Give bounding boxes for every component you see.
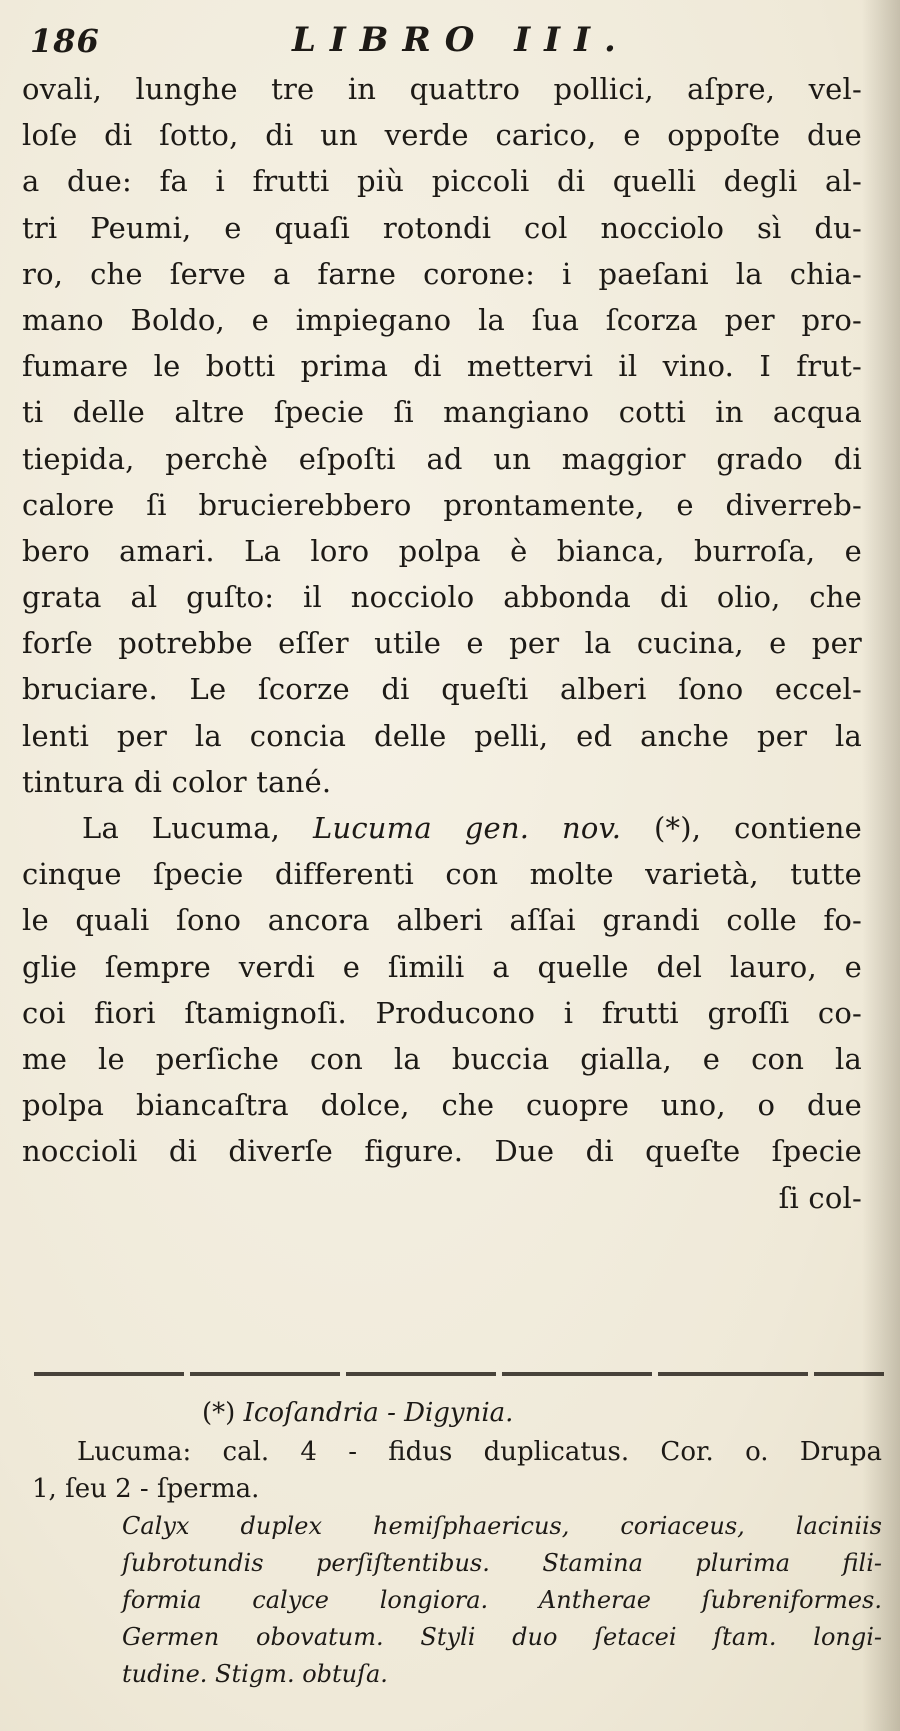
text-line: le quali ſono ancora alberi aſſai grandi colle fo- (22, 903, 862, 938)
text-line: polpa biancaſtra dolce, che cuopre uno, o due (22, 1088, 862, 1123)
text-line: coi fiori ſtamignoſi. Producono i frutti groſſi co- (22, 995, 862, 1030)
text-line: tiepida, perchè eſpoſti ad un maggior grado di (22, 441, 862, 476)
text-line: forſe potrebbe eſſer utile e per la cucina, e per (22, 626, 862, 661)
page-number: 186 (30, 22, 100, 60)
text-line: ovali, lunghe tre in quattro pollici, aſpre, vel- (22, 72, 862, 106)
text-line: loſe di ſotto, di un verde carico, e oppoſte due (22, 118, 862, 153)
text-line: tri Peumi, e quaſi rotondi col nocciolo sì du- (22, 210, 862, 245)
footnote-latin-line: tudine. Stigm. obtuſa. (122, 1660, 388, 1688)
genus-name-italic: Lucuma gen. nov. (313, 811, 622, 845)
footnote-line: 1, ſeu 2 - ſperma. (32, 1474, 260, 1504)
text-line: fumare le botti prima di mettervi il vino. I frut- (22, 349, 862, 384)
footnote-latin-line: formia calyce longiora. Antherae ſubreniformes. (122, 1586, 882, 1614)
paragraph-2-first-line (22, 805, 862, 851)
text-line: lenti per la concia delle pelli, ed anche per la (22, 718, 862, 753)
footnote-latin-line: ſubrotundis perſiſtentibus. Stamina plurima fili- (122, 1549, 882, 1577)
text-line: a due: fa i frutti più piccoli di quelli degli al- (22, 164, 862, 199)
text-line: tintura di color tané. (22, 764, 332, 799)
text-line: cinque ſpecie differenti con molte varietà, tutte (22, 857, 862, 892)
footnote-latin-line: Calyx duplex hemiſphaericus, coriaceus, laciniis (122, 1512, 882, 1540)
text-line: mano Boldo, e impiegano la ſua ſcorza per pro- (22, 302, 862, 337)
catchword: ſi col- (778, 1180, 862, 1215)
text-line: ro, che ſerve a farne corone: i paeſani la chia- (22, 256, 862, 291)
para2-start: La Lucuma, (82, 811, 313, 845)
footnote-rule (34, 1372, 884, 1376)
page-header (22, 18, 862, 66)
main-text (22, 66, 862, 1221)
text-line: bruciare. Le ſcorze di queſti alberi ſono eccel- (22, 672, 862, 707)
text-line: ti delle altre ſpecie ſi mangiano cotti in acqua (22, 395, 862, 430)
running-head: LIBRO III. (292, 20, 630, 60)
text-line: glie ſempre verdi e ſimili a quelle del lauro, e (22, 949, 862, 984)
text-line: noccioli di diverſe figure. Due di queſte ſpecie (22, 1134, 862, 1169)
footnote-heading (22, 1392, 882, 1434)
para2-rest: (*), contiene (621, 811, 862, 845)
text-line: grata al guſto: il nocciolo abbonda di olio, che (22, 580, 862, 615)
footnote-latin-line: Germen obovatum. Styli duo ſetacei ſtam. longi- (122, 1623, 882, 1651)
footnote-line: Lucuma: cal. 4 - fidus duplicatus. Cor. o. Drupa (77, 1437, 882, 1467)
text-line: bero amari. La loro polpa è bianca, burroſa, e (22, 533, 862, 568)
text-line: me le perſiche con la buccia gialla, e con la (22, 1041, 862, 1076)
text-line: calore ſi brucierebbero prontamente, e diverreb- (22, 487, 862, 522)
footnote-class: Icoſandria - Digynia. (243, 1398, 514, 1428)
footnote (22, 1392, 882, 1693)
footnote-mark: (*) (202, 1398, 236, 1428)
